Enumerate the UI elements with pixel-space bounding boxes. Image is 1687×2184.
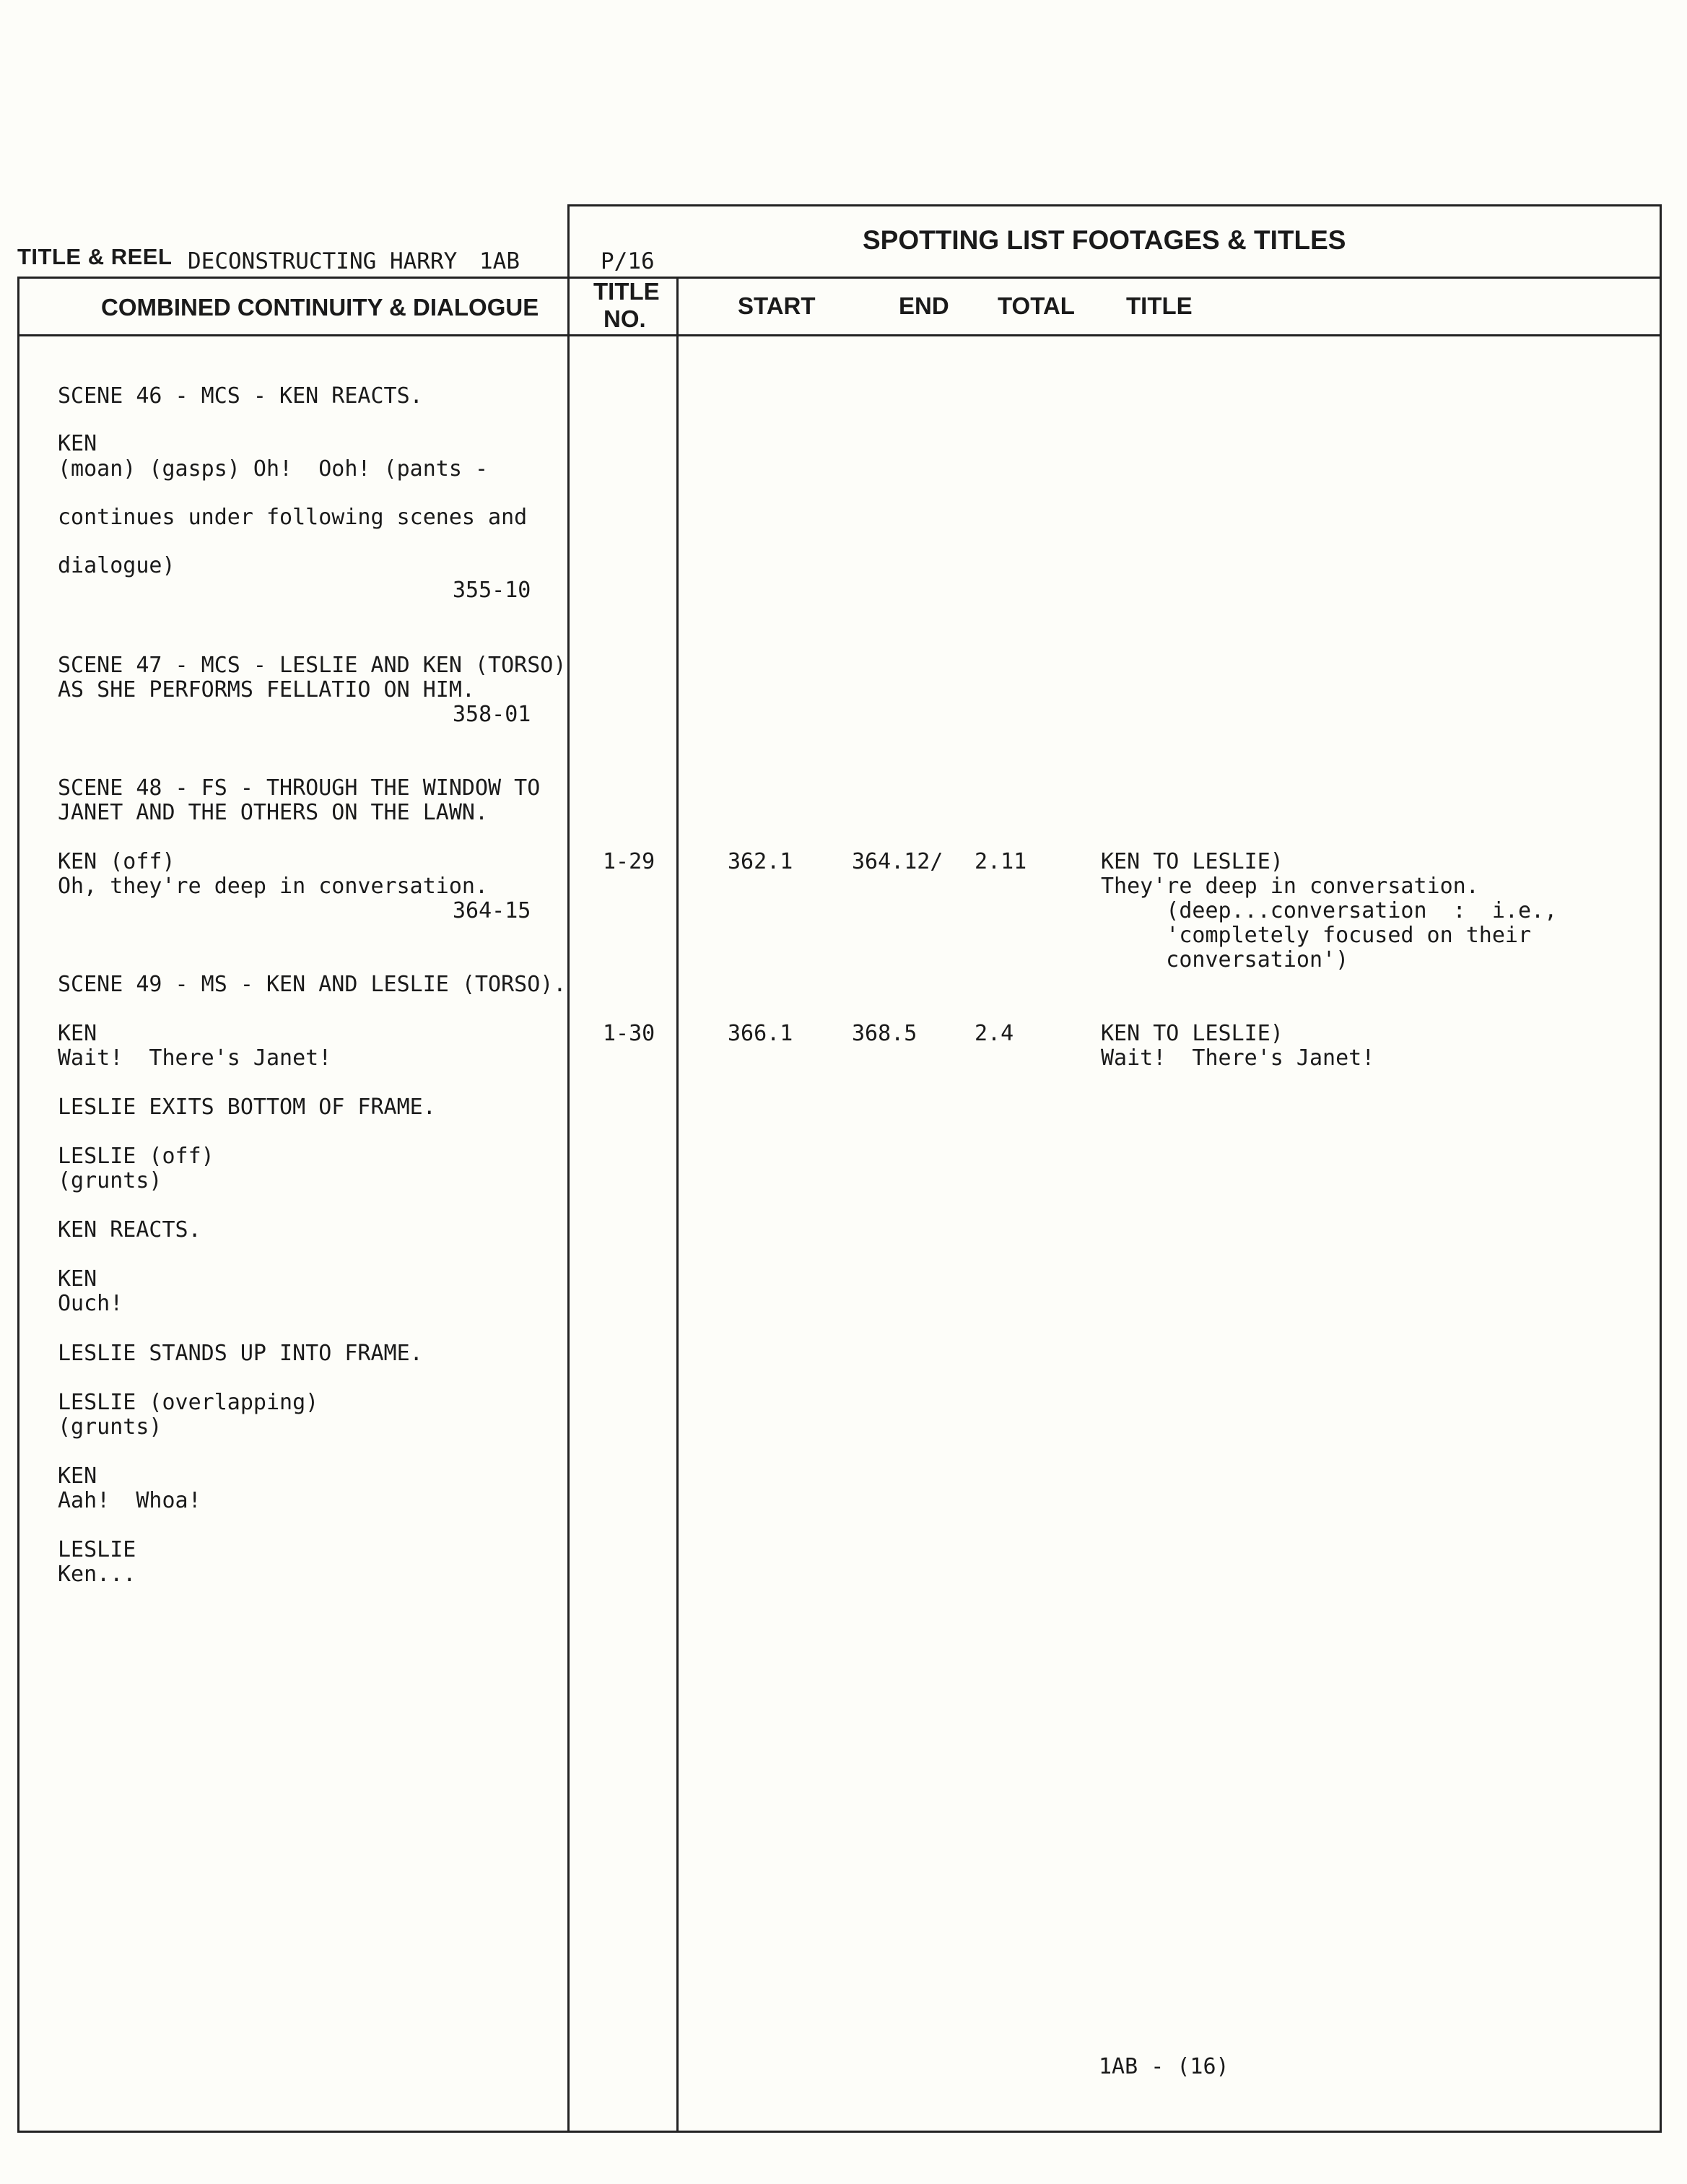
end-column-header: END (899, 292, 949, 319)
subtitle-text-line: Wait! There's Janet! (1101, 1045, 1375, 1071)
title-no-divider-top (567, 204, 570, 278)
title-no-header-line1: TITLE (593, 278, 660, 305)
subtitle-text-line: KEN TO LESLIE) (1101, 849, 1283, 874)
speaker-leslie-off: LESLIE (off) (58, 1144, 214, 1169)
total-footage: 2.11 (975, 849, 1027, 874)
continuity-column-header: COMBINED CONTINUITY & DIALOGUE (101, 294, 539, 321)
subtitle-text-line: conversation') (1101, 947, 1349, 973)
action-line: LESLIE EXITS BOTTOM OF FRAME. (58, 1095, 436, 1120)
dialogue-line: Wait! There's Janet! (58, 1045, 332, 1071)
scene-description: JANET AND THE OTHERS ON THE LAWN. (58, 800, 489, 825)
speaker-ken: KEN (58, 1266, 97, 1292)
title-column-header: TITLE (1126, 292, 1193, 319)
col-divider-continuity (567, 277, 570, 2133)
dialogue-line: (moan) (gasps) Oh! Ooh! (pants - (58, 456, 489, 482)
start-footage: 362.1 (728, 849, 793, 874)
action-line: KEN REACTS. (58, 1217, 201, 1243)
subtitle-text-line: KEN TO LESLIE) (1101, 1021, 1283, 1046)
page-reference: 1AB - (16) (1099, 2054, 1229, 2079)
footage-marker: 358-01 (453, 702, 531, 727)
col-divider-titleno (676, 277, 679, 2133)
title-number: 1-29 (603, 849, 655, 874)
dialogue-line: Aah! Whoa! (58, 1488, 201, 1513)
dialogue-line: Oh, they're deep in conversation. (58, 874, 489, 899)
spotting-box-right (1660, 204, 1662, 2133)
title-no-header-line2: NO. (603, 305, 646, 332)
dialogue-line: (grunts) (58, 1414, 162, 1440)
total-footage: 2.4 (975, 1021, 1014, 1046)
dialogue-line: Ken... (58, 1562, 136, 1587)
page-bottom-border (17, 2131, 1662, 2133)
scene-47-heading: SCENE 47 - MCS - LESLIE AND KEN (TORSO) (58, 653, 567, 678)
reel-code: 1AB (479, 248, 520, 274)
start-footage: 366.1 (728, 1021, 793, 1046)
footage-marker: 364-15 (453, 898, 531, 923)
action-line: LESLIE STANDS UP INTO FRAME. (58, 1341, 423, 1366)
scene-48-heading: SCENE 48 - FS - THROUGH THE WINDOW TO (58, 775, 541, 801)
speaker-leslie-overlapping: LESLIE (overlapping) (58, 1390, 319, 1415)
spotting-list-heading: SPOTTING LIST FOOTAGES & TITLES (863, 225, 1346, 255)
speaker-ken: KEN (58, 431, 97, 456)
speaker-ken: KEN (58, 1021, 97, 1046)
scene-49-heading: SCENE 49 - MS - KEN AND LESLIE (TORSO). (58, 972, 567, 997)
speaker-ken: KEN (58, 1463, 97, 1489)
start-column-header: START (738, 292, 816, 319)
title-reel-label: TITLE & REEL (17, 244, 173, 269)
end-footage: 368.5 (852, 1021, 917, 1046)
subtitle-text-line: They're deep in conversation. (1101, 874, 1479, 899)
scene-description: AS SHE PERFORMS FELLATIO ON HIM. (58, 677, 475, 702)
footage-marker: 355-10 (453, 578, 531, 603)
speaker-ken-off: KEN (off) (58, 849, 175, 874)
subtitle-text-line: 'completely focused on their (1101, 923, 1532, 948)
subtitle-text-line: (deep...conversation : i.e., (1101, 898, 1558, 923)
page-code: P/16 (601, 248, 655, 274)
dialogue-line: continues under following scenes and (58, 505, 528, 530)
speaker-leslie: LESLIE (58, 1537, 136, 1562)
film-title: DECONSTRUCTING HARRY (188, 248, 458, 274)
end-footage: 364.12/ (852, 849, 943, 874)
dialogue-line: dialogue) (58, 553, 175, 578)
total-column-header: TOTAL (998, 292, 1075, 319)
spotting-box-top (567, 204, 1662, 206)
header-rule-top (17, 277, 1662, 279)
scene-46-heading: SCENE 46 - MCS - KEN REACTS. (58, 383, 423, 409)
dialogue-line: Ouch! (58, 1291, 123, 1316)
dialogue-line: (grunts) (58, 1168, 162, 1193)
title-number: 1-30 (603, 1021, 655, 1046)
header-rule-bottom (17, 334, 1662, 336)
outer-left-border (17, 277, 19, 2133)
